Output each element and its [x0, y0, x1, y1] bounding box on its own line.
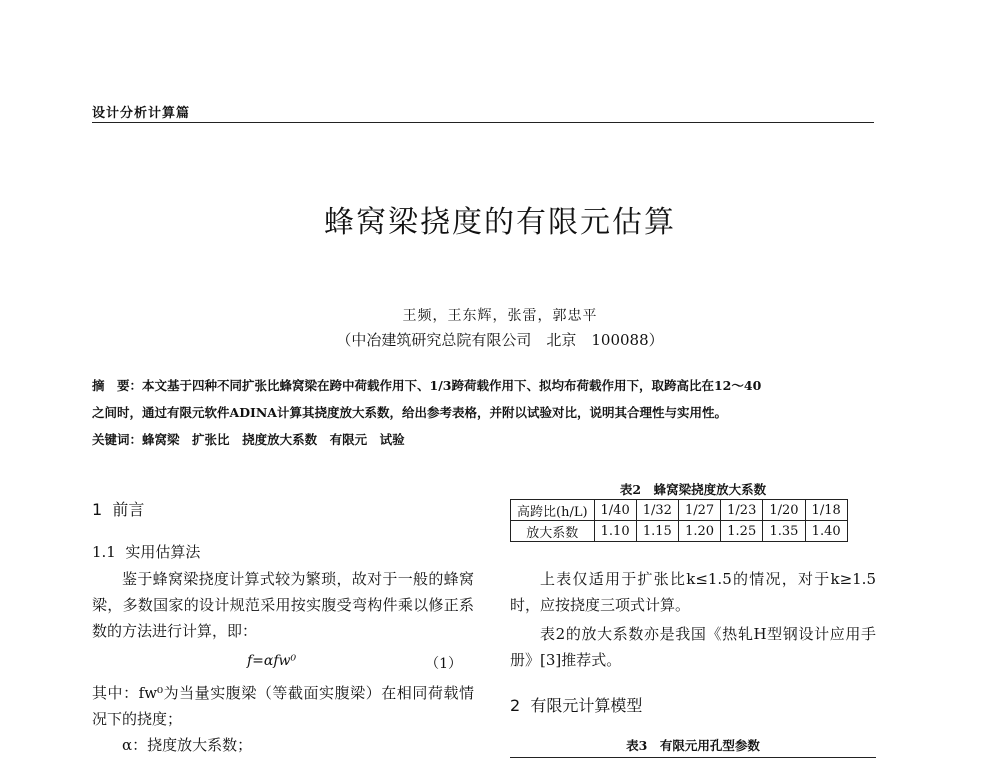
right-paragraph-2: 表2的放大系数亦是我国《热轧H型钢设计应用手册》[3]推荐式。 — [510, 625, 876, 669]
section-1-paragraph-2: 其中：fw⁰为当量实腹梁（等截面实腹梁）在相同荷载情况下的挠度； — [92, 684, 474, 728]
equation-formula: f=αfw⁰ — [247, 653, 297, 669]
table-cell: 1.25 — [721, 521, 763, 542]
section-2-heading: 2 有限元计算模型 — [510, 696, 643, 715]
table-cell: 1.35 — [763, 521, 805, 542]
subsection-1-1-heading: 1.1 实用估算法 — [92, 543, 201, 561]
running-head: 设计分析计算篇 — [92, 106, 191, 121]
table-2-caption: 表2 蜂窝梁挠度放大系数 — [619, 482, 767, 497]
header-rule — [92, 122, 874, 123]
section-1-paragraph-1: 鉴于蜂窝梁挠度计算式较为繁琐，故对于一般的蜂窝梁，多数国家的设计规范采用按实腹受弯构件乘以修正系数的方法进行计算，即： — [92, 570, 474, 640]
affiliation: （中冶建筑研究总院有限公司 北京 100088） — [336, 331, 664, 349]
table-cell: 1/23 — [721, 500, 763, 521]
table-cell: 1.40 — [805, 521, 847, 542]
right-paragraph-1: 上表仅适用于扩张比k≤1.5的情况，对于k≥1.5时，应按挠度三项式计算。 — [510, 570, 876, 614]
table-cell: 1.20 — [678, 521, 720, 542]
abstract-line-1 — [92, 372, 882, 399]
table-cell: 1/18 — [805, 500, 847, 521]
keyword: 试验 — [379, 432, 405, 447]
section-1-paragraph-3: α：挠度放大系数； — [122, 736, 253, 754]
table-cell: 1.10 — [594, 521, 636, 542]
table-cell: 1/27 — [678, 500, 720, 521]
authors: 王频，王东辉，张雷，郭忠平 — [402, 308, 598, 324]
table-cell: 高跨比(h/L) — [511, 500, 595, 521]
keyword: 挠度放大系数 — [242, 432, 318, 447]
keywords — [92, 430, 405, 448]
keywords-label: 关键词： — [92, 432, 143, 447]
table-cell: 放大系数 — [511, 521, 595, 542]
table-row — [511, 521, 848, 542]
abstract-line-2: 之间时，通过有限元软件ADINA计算其挠度放大系数，给出参考表格，并附以试验对比，说明其合理性与实用性。 — [92, 405, 728, 420]
section-1-heading: 1 前言 — [92, 500, 145, 519]
abstract-text-1: 本文基于四种不同扩张比蜂窝梁在跨中荷载作用下、1/3跨荷载作用下、拟均布荷载作用下，取跨高比在12～40 — [142, 378, 762, 393]
table-3-caption: 表3 有限元用孔型参数 — [626, 738, 760, 753]
table-3-top-rule — [510, 757, 876, 758]
table-cell: 1/40 — [594, 500, 636, 521]
table-cell: 1/20 — [763, 500, 805, 521]
table-cell: 1/32 — [636, 500, 678, 521]
paper-title: 蜂窝梁挠度的有限元估算 — [324, 205, 676, 240]
table-cell: 1.15 — [636, 521, 678, 542]
abstract-label: 摘 要： — [92, 378, 143, 393]
abstract — [92, 372, 882, 426]
equation-number: （1） — [425, 656, 462, 672]
keyword: 有限元 — [329, 432, 368, 447]
keyword: 扩张比 — [192, 432, 230, 447]
keyword: 蜂窝梁 — [142, 432, 180, 447]
table-2 — [510, 499, 848, 542]
table-row — [511, 500, 848, 521]
